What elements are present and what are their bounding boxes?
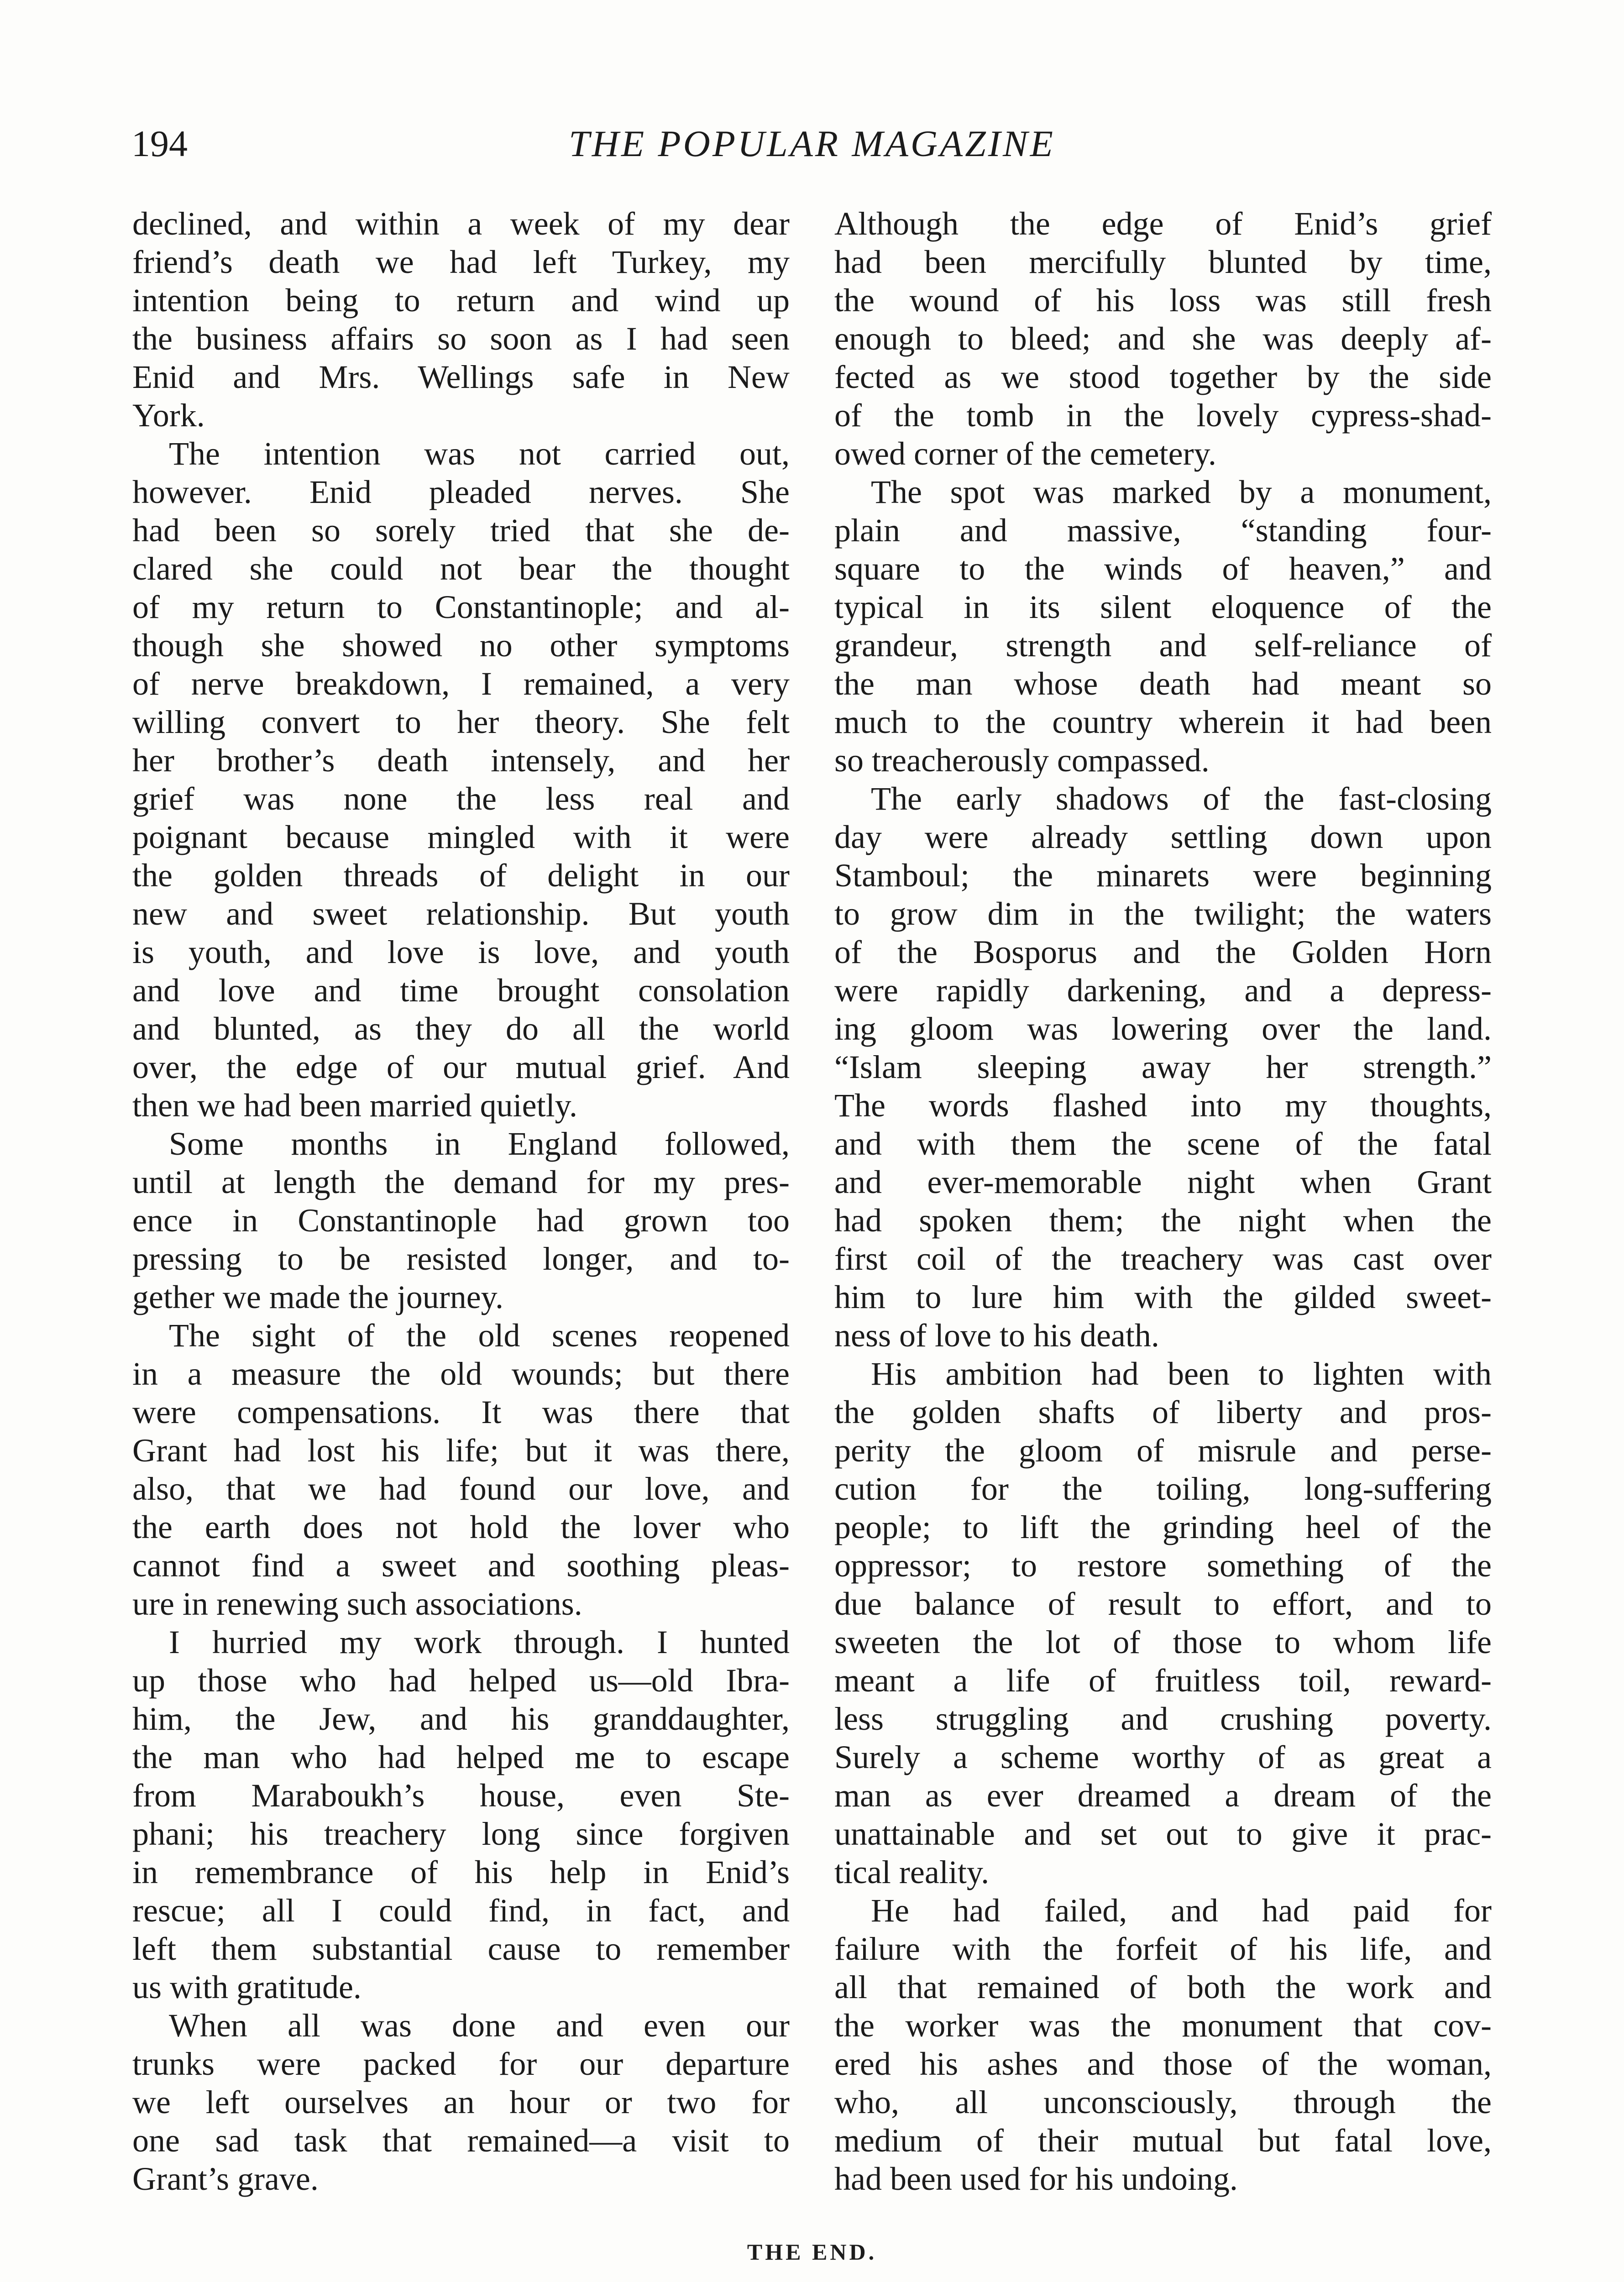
text-line: had been used for his undoing. <box>834 2161 1238 2197</box>
text-line: of my return to Constantinople; and al- <box>132 589 790 625</box>
text-line: new and sweet relationship. But youth <box>132 895 790 932</box>
text-line: The intention was not carried out, <box>169 435 790 472</box>
text-line: failure with the forfeit of his life, and <box>834 1931 1492 1967</box>
text-line: the man who had helped me to escape <box>132 1739 790 1775</box>
text-line: The early shadows of the fast-closing <box>871 780 1492 817</box>
right-column <box>834 204 1492 2198</box>
running-title: THE POPULAR MAGAZINE <box>569 123 1055 164</box>
text-line: in remembrance of his help in Enid’s <box>132 1854 790 1890</box>
text-line: ing gloom was lowering over the land. <box>834 1010 1492 1047</box>
text-line: Grant’s grave. <box>132 2161 319 2197</box>
text-line: until at length the demand for my pres- <box>132 1164 790 1200</box>
text-line: plain and massive, “standing four- <box>834 512 1492 549</box>
text-line: so treacherously compassed. <box>834 742 1210 779</box>
text-line: friend’s death we had left Turkey, my <box>132 244 790 280</box>
text-line: him to lure him with the gilded sweet- <box>834 1279 1492 1315</box>
text-line: in a measure the old wounds; but there <box>132 1356 790 1392</box>
text-line: him, the Jew, and his granddaughter, <box>132 1701 790 1737</box>
text-line: of nerve breakdown, I remained, a very <box>132 665 790 702</box>
text-line: ness of love to his death. <box>834 1317 1159 1354</box>
text-line: and ever-memorable night when Grant <box>834 1164 1492 1200</box>
text-line: Although the edge of Enid’s grief <box>834 205 1492 242</box>
text-line: over, the edge of our mutual grief. And <box>132 1049 790 1085</box>
text-line: then we had been married quietly. <box>132 1087 577 1124</box>
text-line: trunks were packed for our departure <box>132 2046 790 2082</box>
text-line: His ambition had been to lighten with <box>871 1356 1492 1392</box>
text-line: were rapidly darkening, and a depress- <box>834 972 1492 1009</box>
text-line: of the Bosporus and the Golden Horn <box>834 934 1492 970</box>
text-line: tical reality. <box>834 1854 990 1890</box>
text-line: is youth, and love is love, and youth <box>132 934 790 970</box>
text-line: poignant because mingled with it were <box>132 819 790 855</box>
text-line: When all was done and even our <box>169 2007 790 2044</box>
text-line: the wound of his loss was still fresh <box>834 282 1492 319</box>
text-line: sweeten the lot of those to whom life <box>834 1624 1492 1660</box>
text-line: the man whose death had meant so <box>834 665 1492 702</box>
text-line: and love and time brought consolation <box>132 972 790 1009</box>
text-line: enough to bleed; and she was deeply af- <box>834 320 1492 357</box>
text-line: rescue; all I could find, in fact, and <box>132 1892 790 1929</box>
text-line: and blunted, as they do all the world <box>132 1010 790 1047</box>
text-line: medium of their mutual but fatal love, <box>834 2122 1492 2159</box>
text-line: ence in Constantinople had grown too <box>132 1202 790 1239</box>
the-end-label: THE END. <box>747 2239 877 2265</box>
text-line: oppressor; to restore something of the <box>834 1547 1492 1584</box>
text-line: “Islam sleeping away her strength.” <box>834 1049 1492 1085</box>
text-line: I hurried my work through. I hunted <box>169 1624 790 1660</box>
text-line: had spoken them; the night when the <box>834 1202 1492 1239</box>
text-line: of the tomb in the lovely cypress-shad- <box>834 397 1492 434</box>
text-line: grief was none the less real and <box>132 780 790 817</box>
text-line: The spot was marked by a monument, <box>871 474 1492 510</box>
text-line: the golden threads of delight in our <box>132 857 790 894</box>
text-line: day were already settling down upon <box>834 819 1492 855</box>
text-line: much to the country wherein it had been <box>834 704 1492 740</box>
text-line: cannot find a sweet and soothing pleas- <box>132 1547 790 1584</box>
left-column <box>132 204 790 2198</box>
text-line: declined, and within a week of my dear <box>132 205 790 242</box>
text-line: The sight of the old scenes reopened <box>169 1317 790 1354</box>
text-line: the golden shafts of liberty and pros- <box>834 1394 1492 1430</box>
text-line: one sad task that remained—a visit to <box>132 2122 790 2159</box>
text-line: phani; his treachery long since forgiven <box>132 1816 790 1852</box>
text-line: He had failed, and had paid for <box>871 1892 1492 1929</box>
text-line: willing convert to her theory. She felt <box>132 704 790 740</box>
text-line: us with gratitude. <box>132 1969 361 2005</box>
page-number: 194 <box>131 123 188 164</box>
text-line: gether we made the journey. <box>132 1279 503 1315</box>
text-line: Some months in England followed, <box>169 1125 790 1162</box>
text-line: intention being to return and wind up <box>132 282 790 319</box>
text-line: clared she could not bear the thought <box>132 550 790 587</box>
text-line: cution for the toiling, long-suffering <box>834 1471 1492 1507</box>
text-line: to grow dim in the twilight; the waters <box>834 895 1492 932</box>
text-line: we left ourselves an hour or two for <box>132 2084 790 2120</box>
text-line: the business affairs so soon as I had seen <box>132 320 790 357</box>
text-line: though she showed no other symptoms <box>132 627 790 664</box>
text-line: man as ever dreamed a dream of the <box>834 1777 1492 1814</box>
text-line: ered his ashes and those of the woman, <box>834 2046 1492 2082</box>
text-line: were compensations. It was there that <box>132 1394 790 1430</box>
page-header <box>0 122 1624 173</box>
text-line: York. <box>132 397 205 434</box>
text-line: fected as we stood together by the side <box>834 359 1492 395</box>
text-line: people; to lift the grinding heel of the <box>834 1509 1492 1545</box>
text-line: from Maraboukh’s house, even Ste- <box>132 1777 790 1814</box>
text-line: due balance of result to effort, and to <box>834 1586 1492 1622</box>
text-line: Surely a scheme worthy of as great a <box>834 1739 1492 1775</box>
text-line: her brother’s death intensely, and her <box>132 742 790 779</box>
text-line: the earth does not hold the lover who <box>132 1509 790 1545</box>
text-line: had been so sorely tried that she de- <box>132 512 790 549</box>
text-line: however. Enid pleaded nerves. She <box>132 474 790 510</box>
text-line: Grant had lost his life; but it was there, <box>132 1432 790 1469</box>
text-line: who, all unconsciously, through the <box>834 2084 1492 2120</box>
text-line: had been mercifully blunted by time, <box>834 244 1492 280</box>
text-line: Enid and Mrs. Wellings safe in New <box>132 359 790 395</box>
text-line: also, that we had found our love, and <box>132 1471 790 1507</box>
text-line: typical in its silent eloquence of the <box>834 589 1492 625</box>
text-line: perity the gloom of misrule and perse- <box>834 1432 1492 1469</box>
text-line: first coil of the treachery was cast over <box>834 1240 1492 1277</box>
text-line: unattainable and set out to give it prac- <box>834 1816 1492 1852</box>
text-line: and with them the scene of the fatal <box>834 1125 1492 1162</box>
text-line: square to the winds of heaven,” and <box>834 550 1492 587</box>
text-line: Stamboul; the minarets were beginning <box>834 857 1492 894</box>
text-line: meant a life of fruitless toil, reward- <box>834 1662 1492 1699</box>
text-line: The words flashed into my thoughts, <box>834 1087 1492 1124</box>
text-line: less struggling and crushing poverty. <box>834 1701 1492 1737</box>
text-line: left them substantial cause to remember <box>132 1931 790 1967</box>
text-line: grandeur, strength and self-reliance of <box>834 627 1492 664</box>
text-line: pressing to be resisted longer, and to- <box>132 1240 790 1277</box>
text-line: ure in renewing such associations. <box>132 1586 582 1622</box>
text-line: owed corner of the cemetery. <box>834 435 1216 472</box>
text-line: the worker was the monument that cov- <box>834 2007 1492 2044</box>
text-line: up those who had helped us—old Ibra- <box>132 1662 790 1699</box>
text-line: all that remained of both the work and <box>834 1969 1492 2005</box>
